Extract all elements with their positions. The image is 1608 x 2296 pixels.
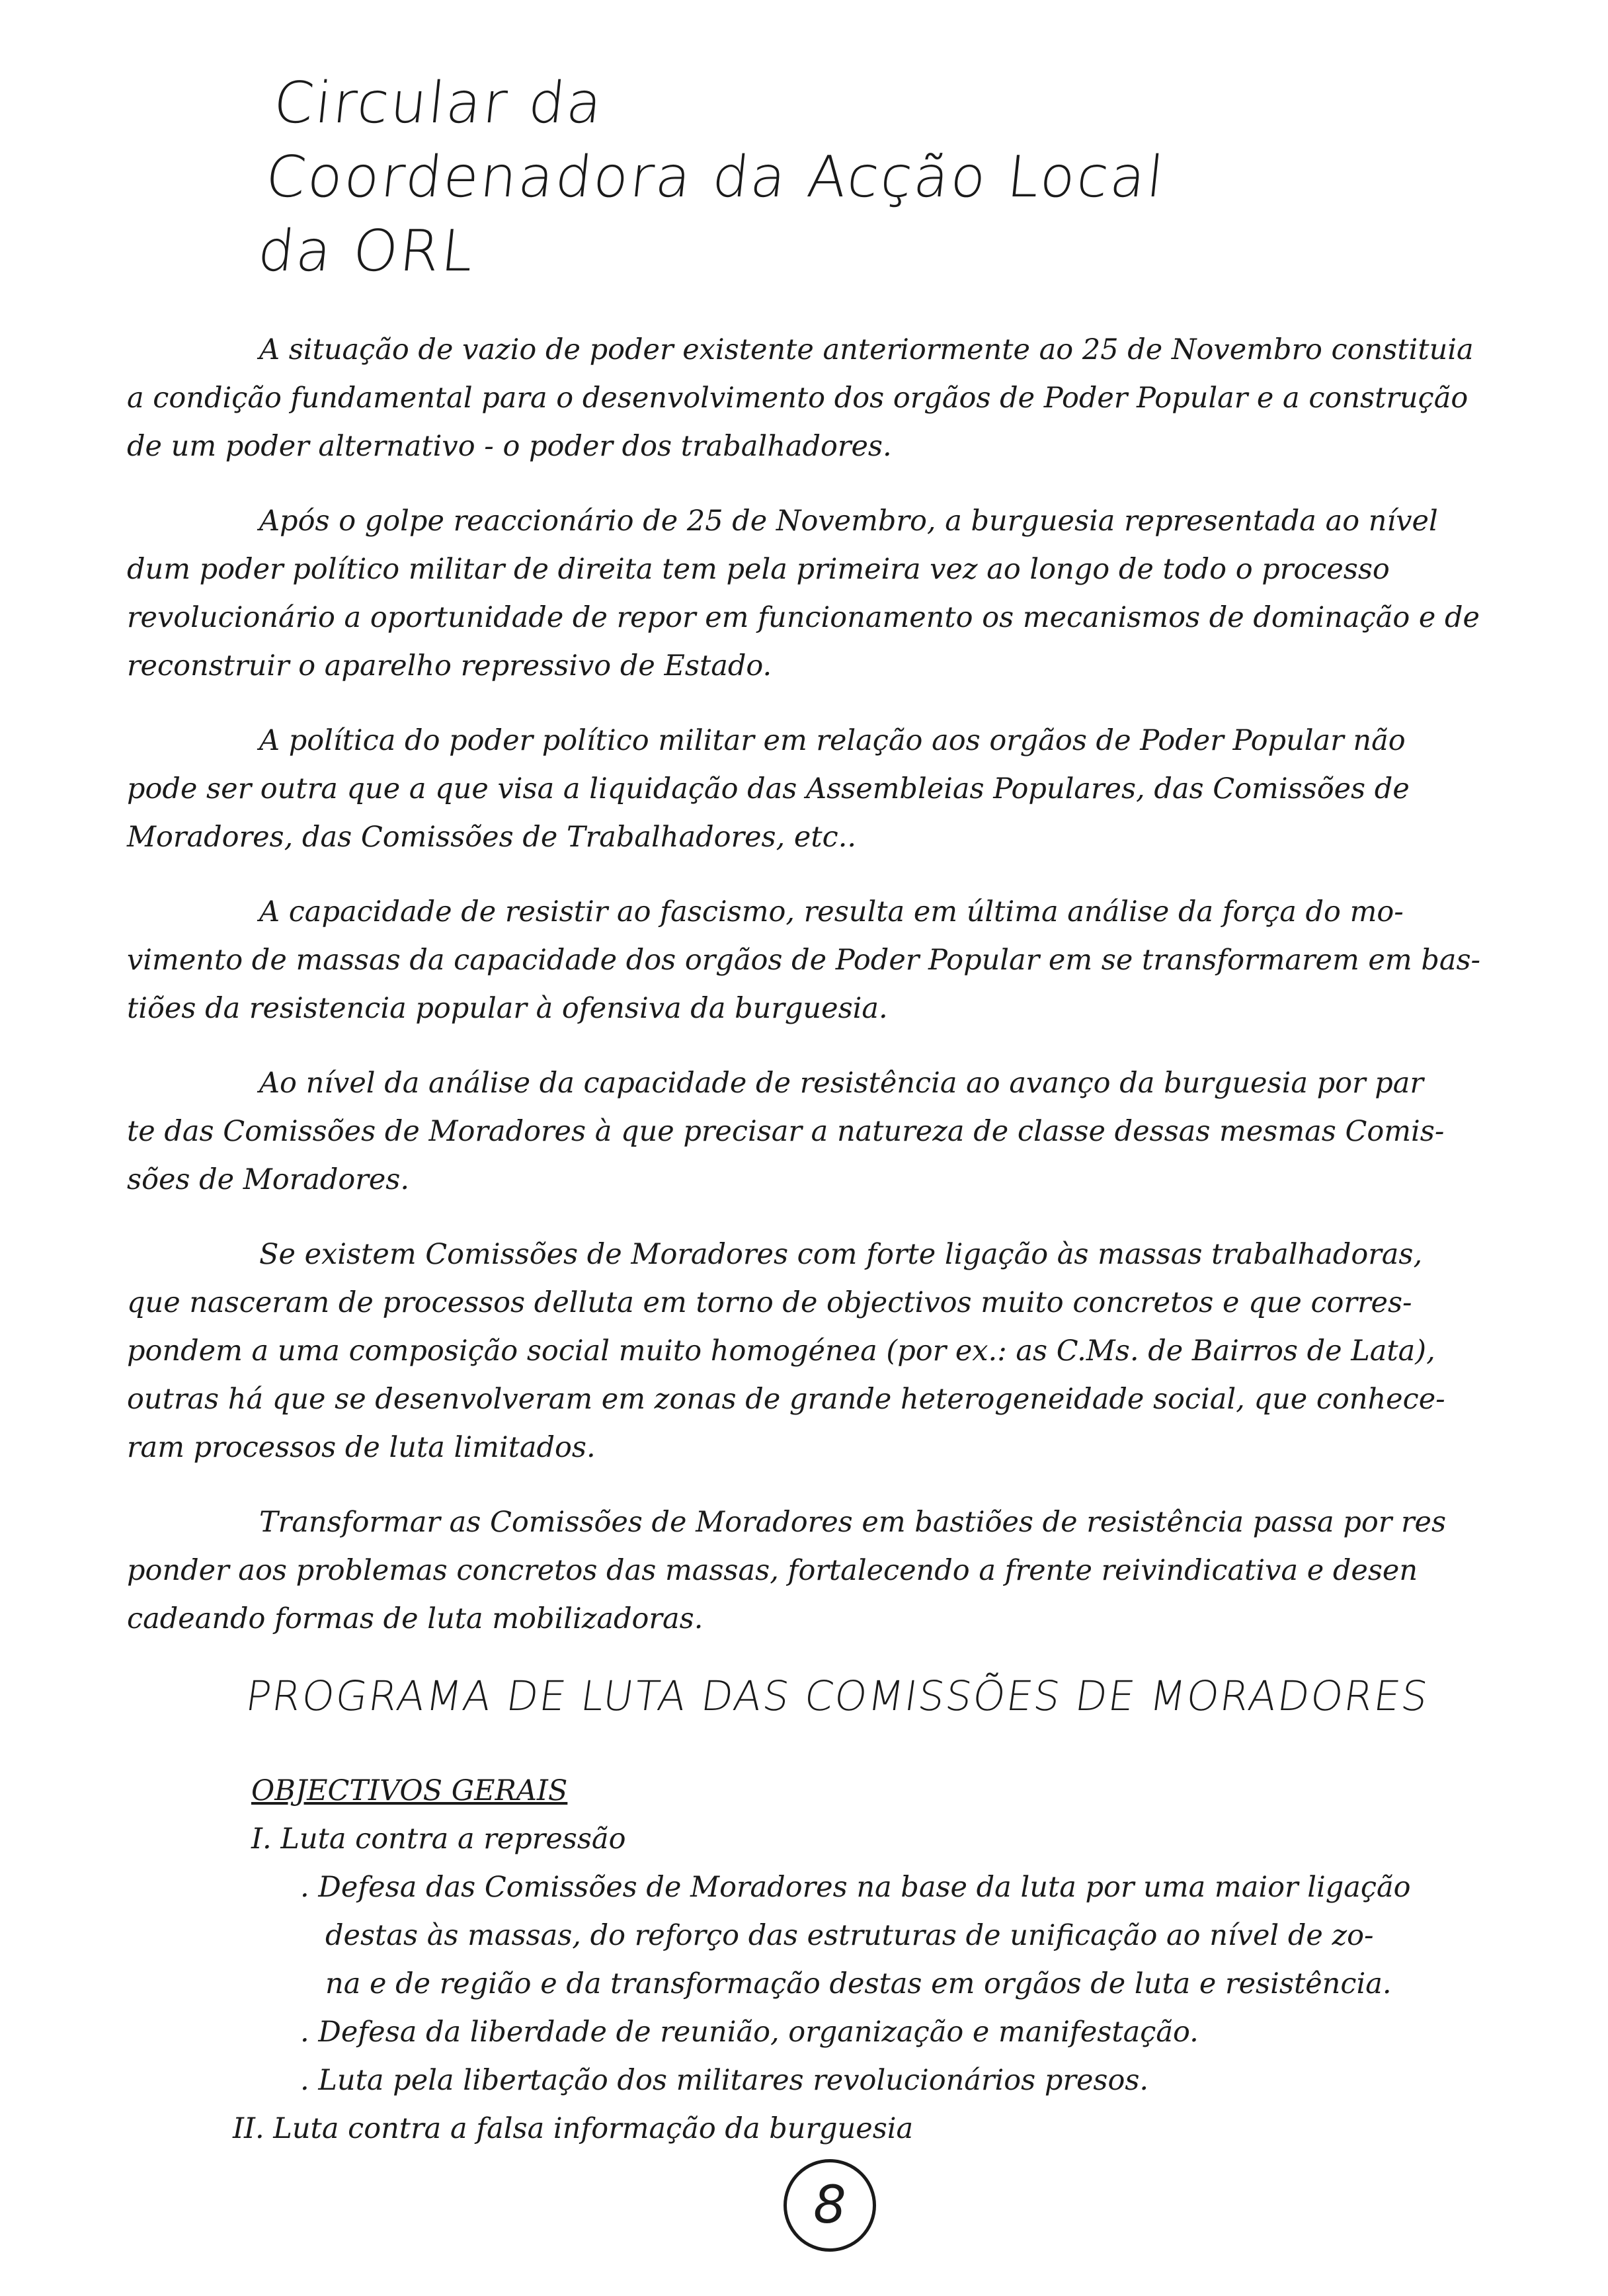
paragraph-line: Ao nível da análise da capacidade de resistência ao avanço da burguesia por par (259, 1067, 1424, 1100)
paragraph-6 (127, 1231, 1608, 1472)
paragraph-line: pode ser outra que a que visa a liquidação das Assembleias Populares, das Comissões de (127, 772, 1410, 805)
title-line-1: Circular da (270, 70, 608, 136)
page-number (784, 2159, 876, 2252)
paragraph-line: sões de Moradores. (127, 1163, 410, 1196)
objectives-heading: OBJECTIVOS GERAIS (251, 1774, 568, 1807)
paragraph-line: de um poder alternativo - o poder dos trabalhadores. (127, 430, 892, 463)
bullet-item-1: . Defesa das Comissões de Moradores na base da luta por uma maior ligação (300, 1871, 1411, 1904)
bullet-item-2: . Defesa da liberdade de reunião, organização e manifestação. (300, 2016, 1199, 2049)
paragraph-line: dum poder político militar de direita tem pela primeira vez ao longo de todo o processo (127, 553, 1390, 586)
paragraph-line: pondem a uma composição social muito homogénea (por ex.: as C.Ms. de Bairros de Lata), (127, 1334, 1435, 1368)
paragraph-7 (127, 1498, 1608, 1643)
paragraph-line: reconstruir o aparelho repressivo de Estado. (127, 649, 772, 682)
paragraph-3 (127, 717, 1608, 862)
paragraph-line: outras há que se desenvolveram em zonas de grande heterogeneidade social, que conhece- (127, 1383, 1445, 1416)
paragraph-line: que nasceram de processos delluta em torno de objectivos muito concretos e que corres- (127, 1286, 1412, 1319)
paragraph-4 (127, 888, 1608, 1033)
paragraph-line: ram processos de luta limitados. (127, 1431, 596, 1464)
paragraph-line: revolucionário a oportunidade de repor em funcionamento os mecanismos de dominação e de (127, 601, 1480, 634)
paragraph-line: te das Comissões de Moradores à que precisar a natureza de classe dessas mesmas Comis- (127, 1115, 1445, 1148)
bullet-item-3: . Luta pela libertação dos militares revolucionários presos. (300, 2064, 1149, 2097)
paragraph-line: cadeando formas de luta mobilizadoras. (127, 1602, 704, 1635)
title-line-2: Coordenadora da Acção Local (262, 144, 1169, 210)
paragraph-line: a condição fundamental para o desenvolvimento dos orgãos de Poder Popular e a construção (127, 382, 1468, 415)
paragraph-line: vimento de massas da capacidade dos orgãos de Poder Popular em se transformarem em bas- (127, 944, 1481, 977)
paragraph-line: tiões da resistencia popular à ofensiva da burguesia. (127, 992, 888, 1025)
paragraph-line: A capacidade de resistir ao fascismo, resulta em última análise da força do mo- (259, 895, 1404, 928)
document-title (255, 66, 1177, 288)
bullet-item-1-cont: na e de região e da transformação destas em orgãos de luta e resistência. (325, 1967, 1392, 2000)
paragraph-line: Moradores, das Comissões de Trabalhadores, etc.. (127, 821, 857, 854)
paragraph-line: ponder aos problemas concretos das massas, fortalecendo a frente reivindicativa e desen (127, 1554, 1418, 1587)
paragraph-line: Após o golpe reaccionário de 25 de Novembro, a burguesia representada ao nível (259, 505, 1438, 538)
paragraph-5 (127, 1059, 1608, 1204)
document-body (127, 326, 1608, 1670)
title-line-3: da ORL (255, 218, 479, 284)
objective-item-2: II. Luta contra a falsa informação da burguesia (233, 2112, 914, 2145)
paragraph-1 (127, 326, 1608, 471)
objective-item-1: I. Luta contra a repressão (251, 1823, 626, 1856)
bullet-item-1-cont: destas às massas, do reforço das estruturas de unificação ao nível de zo- (325, 1919, 1374, 1952)
paragraph-line: A situação de vazio de poder existente anteriormente ao 25 de Novembro constituia (259, 333, 1474, 366)
paragraph-2 (127, 497, 1608, 690)
page-number-value: 8 (813, 2176, 846, 2235)
paragraph-line: A política do poder político militar em relação aos orgãos de Poder Popular não (259, 724, 1406, 757)
paragraph-line: Transformar as Comissões de Moradores em bastiões de resistência passa por res (259, 1506, 1447, 1539)
objectives-section (127, 1767, 1608, 2153)
program-heading: PROGRAMA DE LUTA DAS COMISSÕES DE MORADORES (243, 1672, 1432, 1720)
paragraph-line: Se existem Comissões de Moradores com forte ligação às massas trabalhadoras, (259, 1238, 1423, 1271)
